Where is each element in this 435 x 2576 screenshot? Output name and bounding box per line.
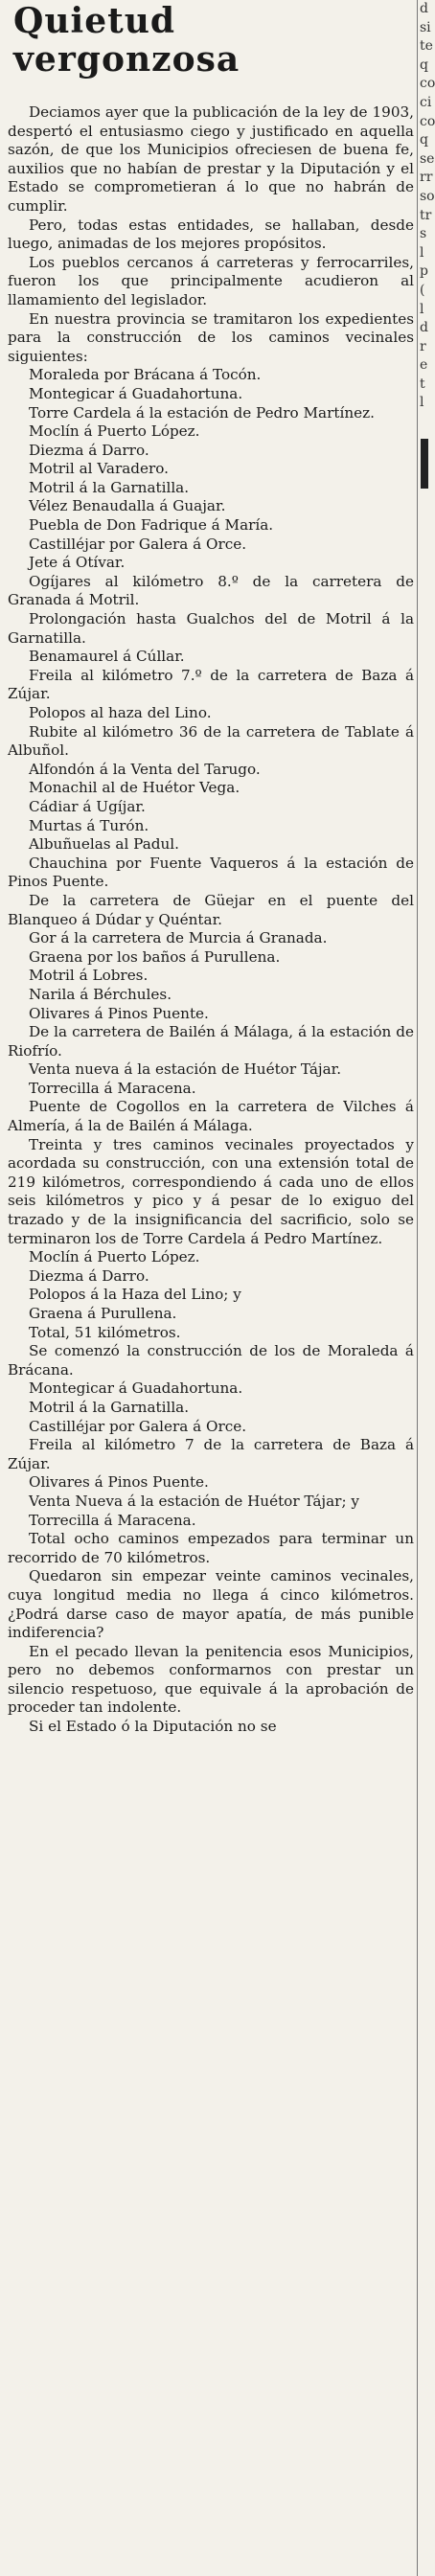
- adjacent-column-text: ci: [420, 94, 432, 110]
- article-title: Quietud vergonzosa: [13, 1, 240, 80]
- article-paragraph: Castilléjar por Galera á Orce.: [29, 535, 247, 553]
- article-paragraph: Torre Cardela á la estación de Pedro Martínez.: [29, 403, 375, 422]
- article-paragraph: Total ocho caminos empezados para terminar un recorrido de 70 kilómetros.: [8, 1530, 414, 1566]
- adjacent-column-text: d: [420, 320, 428, 336]
- adjacent-column-text: co: [420, 76, 435, 92]
- adjacent-column-text: r: [420, 338, 426, 354]
- adjacent-column-text: te: [420, 38, 433, 55]
- article-paragraph: Olivares á Pinos Puente.: [29, 1004, 209, 1022]
- article-paragraph: Puente de Cogollos en la carretera de Vilches á Almería, á la de Bailén á Málaga.: [8, 1098, 414, 1135]
- article-paragraph: Chauchina por Fuente Vaqueros á la estación de Pinos Puente.: [8, 854, 414, 891]
- article-paragraph: Cádiar á Ugíjar.: [29, 797, 146, 815]
- adjacent-column-text: tr: [420, 207, 432, 223]
- adjacent-column-text: q: [420, 57, 428, 73]
- article-paragraph: Diezma á Darro.: [29, 1266, 149, 1285]
- article-paragraph: Los pueblos cercanos á carreteras y ferrocarriles, fueron los que principalmente acudieron al llamamiento del legislador.: [8, 253, 414, 308]
- article-paragraph: Motril al Varadero.: [29, 460, 169, 478]
- adjacent-column-text: co: [420, 113, 435, 129]
- article-column: [8, 0, 414, 2576]
- article-paragraph: Polopos al haza del Lino.: [29, 704, 212, 721]
- article-paragraph: Torrecilla á Maracena.: [29, 1079, 196, 1097]
- article-paragraph: De la carretera de Güejar en el puente del Blanqueo á Dúdar y Quéntar.: [8, 891, 414, 928]
- article-paragraph: Murtas á Turón.: [29, 816, 149, 834]
- article-paragraph: Freila al kilómetro 7.º de la carretera de Baza á Zújar.: [8, 666, 414, 703]
- article-paragraph: Total, 51 kilómetros.: [29, 1323, 181, 1341]
- article-paragraph: Deciamos ayer que la publicación de la ley de 1903, despertó el entusiasmo ciego y justificado en aquella sazón, de que los Municipios ofreciesen de buena fe, auxilios que no habían de prestar y la Diputación y el Estado se comprometieran á lo que no habrán de cumplir.: [8, 103, 414, 215]
- article-paragraph: Rubite al kilómetro 36 de la carretera de Tablate á Albuñol.: [8, 722, 414, 760]
- adjacent-column-text: si: [420, 19, 431, 35]
- article-paragraph: Narila á Bérchules.: [29, 985, 172, 1003]
- adjacent-column-text: q: [420, 132, 428, 148]
- article-paragraph: Gor á la carretera de Murcia á Granada.: [29, 929, 328, 947]
- article-paragraph: Motril á la Garnatilla.: [29, 1398, 190, 1416]
- article-paragraph: De la carretera de Bailén á Málaga, á la estación de Riofrío.: [8, 1023, 414, 1060]
- article-paragraph: Vélez Benaudalla á Guajar.: [29, 497, 226, 515]
- article-paragraph: Venta nueva á la estación de Huétor Tájar.: [29, 1060, 342, 1079]
- article-paragraph: Castilléjar por Galera á Orce.: [29, 1417, 247, 1435]
- adjacent-column-text: d: [420, 1, 428, 16]
- article-paragraph: Si el Estado ó la Diputación no se: [29, 1718, 277, 1736]
- article-paragraph: Treinta y tres caminos vecinales proyectados y acordada su construcción, con una extensión total de 219 kilómetros, correspondiendo á cada uno de ellos seis kilómetros y pico y á pesar de lo exiguo del trazado y de la insignificancia del sacrificio, solo se terminaron los de Torre Cardela á Pedro Martínez.: [8, 1135, 414, 1247]
- article-paragraph: Albuñuelas al Padul.: [29, 835, 179, 854]
- article-paragraph: Graena á Purullena.: [29, 1305, 177, 1322]
- adjacent-column-text: s: [420, 226, 427, 242]
- article-paragraph: Diezma á Darro.: [29, 441, 149, 459]
- article-paragraph: Alfondón á la Venta del Tarugo.: [29, 760, 261, 778]
- article-paragraph: Olivares á Pinos Puente.: [29, 1473, 209, 1492]
- article-paragraph: Polopos á la Haza del Lino; y: [29, 1286, 241, 1304]
- article-paragraph: Puebla de Don Fadrique á María.: [29, 516, 274, 535]
- article-paragraph: Quedaron sin empezar veinte caminos vecinales, cuya longitud media no llega á cinco kilómetros. ¿Podrá darse caso de mayor apatía, de más punible indiferencia?: [8, 1567, 414, 1642]
- article-body: [8, 103, 414, 1737]
- article-paragraph: Torrecilla á Maracena.: [29, 1511, 196, 1529]
- adjacent-column-text: l: [420, 244, 424, 261]
- adjacent-column-text: p: [420, 263, 428, 280]
- article-paragraph: Motril á la Garnatilla.: [29, 478, 190, 496]
- article-paragraph: Venta Nueva á la estación de Huétor Tájar; y: [29, 1492, 359, 1510]
- article-paragraph: Graena por los baños á Purullena.: [29, 947, 281, 966]
- article-paragraph: Pero, todas estas entidades, se hallaban, desde luego, animadas de los mejores propósitos.: [8, 216, 414, 253]
- article-paragraph: Monachil al de Huétor Vega.: [29, 779, 240, 797]
- adjacent-column-text: t: [420, 376, 425, 392]
- adjacent-column-text: rr: [420, 170, 433, 186]
- adjacent-column-text: l: [420, 395, 424, 411]
- adjacent-column-fragment: [417, 0, 435, 2576]
- article-paragraph: Freila al kilómetro 7 de la carretera de Baza á Zújar.: [8, 1436, 414, 1472]
- article-paragraph: Moclín á Puerto López.: [29, 1248, 200, 1266]
- column-rule-mark: [421, 439, 428, 489]
- article-paragraph: Benamaurel á Cúllar.: [29, 648, 185, 666]
- article-paragraph: Montegicar á Guadahortuna.: [29, 384, 243, 402]
- adjacent-column-text: (: [420, 282, 425, 298]
- article-paragraph: Jete á Otívar.: [29, 554, 126, 572]
- article-paragraph: Moclín á Puerto López.: [29, 422, 200, 441]
- adjacent-column-text: se: [420, 150, 435, 167]
- article-paragraph: Prolongación hasta Gualchos del de Motril á la Garnatilla.: [8, 610, 414, 647]
- article-paragraph: Ogíjares al kilómetro 8.º de la carretera de Granada á Motril.: [8, 572, 414, 609]
- article-paragraph: Se comenzó la construcción de los de Moraleda á Brácana.: [8, 1342, 414, 1379]
- article-paragraph: Moraleda por Brácana á Tocón.: [29, 366, 262, 384]
- article-paragraph: Motril á Lobres.: [29, 967, 149, 985]
- article-paragraph: En el pecado llevan la penitencia esos Municipios, pero no debemos conformarnos con prestar un silencio respetuoso, que equivale á la aprobación de proceder tan indolente.: [8, 1642, 414, 1717]
- adjacent-column-text: e: [420, 357, 428, 374]
- article-paragraph: Montegicar á Guadahortuna.: [29, 1379, 243, 1398]
- adjacent-column-text: l: [420, 301, 424, 317]
- adjacent-column-text: so: [420, 188, 435, 204]
- article-paragraph: En nuestra provincia se tramitaron los expedientes para la construcción de los caminos vecinales siguientes:: [8, 309, 414, 365]
